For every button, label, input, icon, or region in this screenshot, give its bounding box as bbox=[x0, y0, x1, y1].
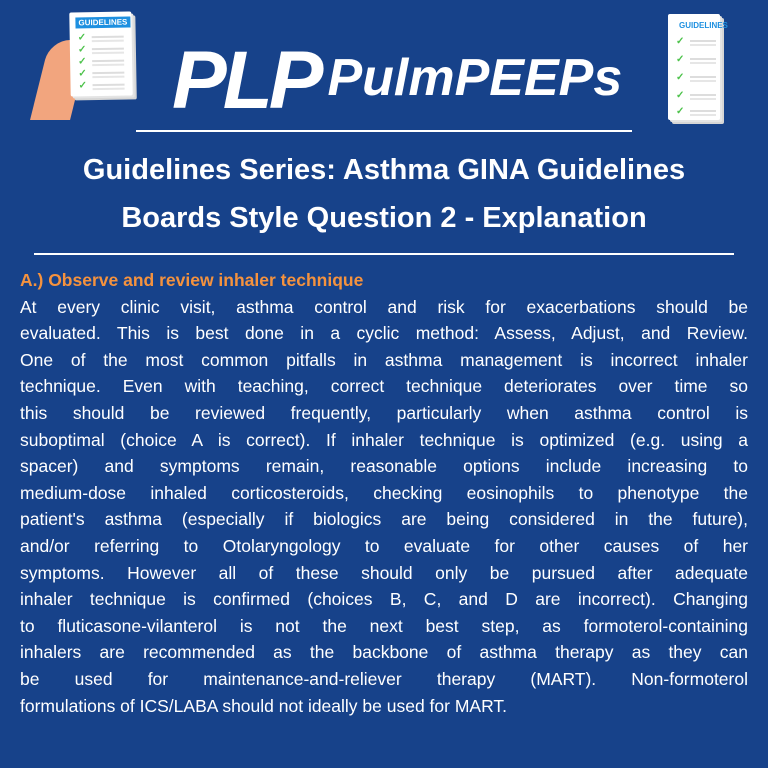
check-icon: ✓ bbox=[78, 46, 128, 57]
explanation-line: inhaler technique is confirmed (choices B, C, and D are incorrect). Changing bbox=[20, 589, 748, 610]
guidelines-badge: GUIDELINES bbox=[679, 21, 728, 30]
check-icon: ✓ bbox=[78, 82, 128, 93]
explanation-line: be used for maintenance-and-reliever therapy (MART). Non-formoterol bbox=[20, 668, 748, 689]
explanation-line: technique. Even with teaching, correct technique deteriorates over time so bbox=[20, 376, 748, 397]
explanation-line: formulations of ICS/LABA should not ideally be used for MART. bbox=[20, 695, 508, 716]
explanation-line: suboptimal (choice A is correct). If inhaler technique is optimized (e.g. using a bbox=[20, 429, 748, 450]
divider bbox=[34, 253, 734, 255]
answer-heading: A.) Observe and review inhaler technique bbox=[20, 270, 364, 290]
pulmpeeps-logo bbox=[172, 22, 623, 126]
guidelines-badge: GUIDELINES bbox=[75, 16, 130, 28]
divider bbox=[136, 130, 632, 132]
check-icon: ✓ bbox=[676, 38, 726, 48]
explanation-line: inhalers are recommended as the backbone of asthma therapy as they can bbox=[20, 642, 748, 663]
explanation-line: At every clinic visit, asthma control and risk for exacerbations should be bbox=[20, 296, 748, 317]
explanation-line: to fluticasone-vilanterol is not the next best step, as formoterol-containing bbox=[20, 615, 748, 636]
check-icon: ✓ bbox=[676, 92, 726, 102]
guidelines-document-icon bbox=[668, 14, 728, 120]
check-icon: ✓ bbox=[676, 56, 726, 66]
check-icon: ✓ bbox=[78, 58, 128, 69]
explanation-body bbox=[20, 294, 748, 720]
check-icon: ✓ bbox=[676, 108, 726, 118]
explanation-line: evaluated. This is best done in a cyclic method: Assess, Adjust, and Review. bbox=[20, 323, 748, 344]
guidelines-document-icon bbox=[69, 11, 132, 96]
explanation-line: this should be reviewed frequently, particularly when asthma control is bbox=[20, 402, 748, 423]
title-line-1: Guidelines Series: Asthma GINA Guidelines bbox=[82, 154, 686, 186]
explanation-line: One of the most common pitfalls in asthma management is incorrect inhaler bbox=[20, 349, 748, 370]
logo-text: PulmPEEPs bbox=[327, 49, 623, 107]
explanation-line: medium-dose inhaled corticosteroids, checking eosinophils to phenotype the bbox=[20, 482, 748, 503]
title-line-2: Boards Style Question 2 - Explanation bbox=[121, 202, 647, 234]
check-icon: ✓ bbox=[78, 34, 128, 45]
explanation-line: spacer) and symptoms remain, reasonable options include increasing to bbox=[20, 456, 748, 477]
explanation-line: and/or referring to Otolaryngology to evaluate for other causes of her bbox=[20, 535, 748, 556]
page-title bbox=[0, 146, 768, 242]
check-icon: ✓ bbox=[78, 70, 128, 81]
logo-mark: PLP bbox=[172, 35, 320, 126]
check-icon: ✓ bbox=[676, 74, 726, 84]
explanation bbox=[20, 267, 748, 719]
explanation-line: symptoms. However all of these should only be pursued after adequate bbox=[20, 562, 748, 583]
explanation-line: patient's asthma (especially if biologics are being considered in the future), bbox=[20, 509, 748, 530]
